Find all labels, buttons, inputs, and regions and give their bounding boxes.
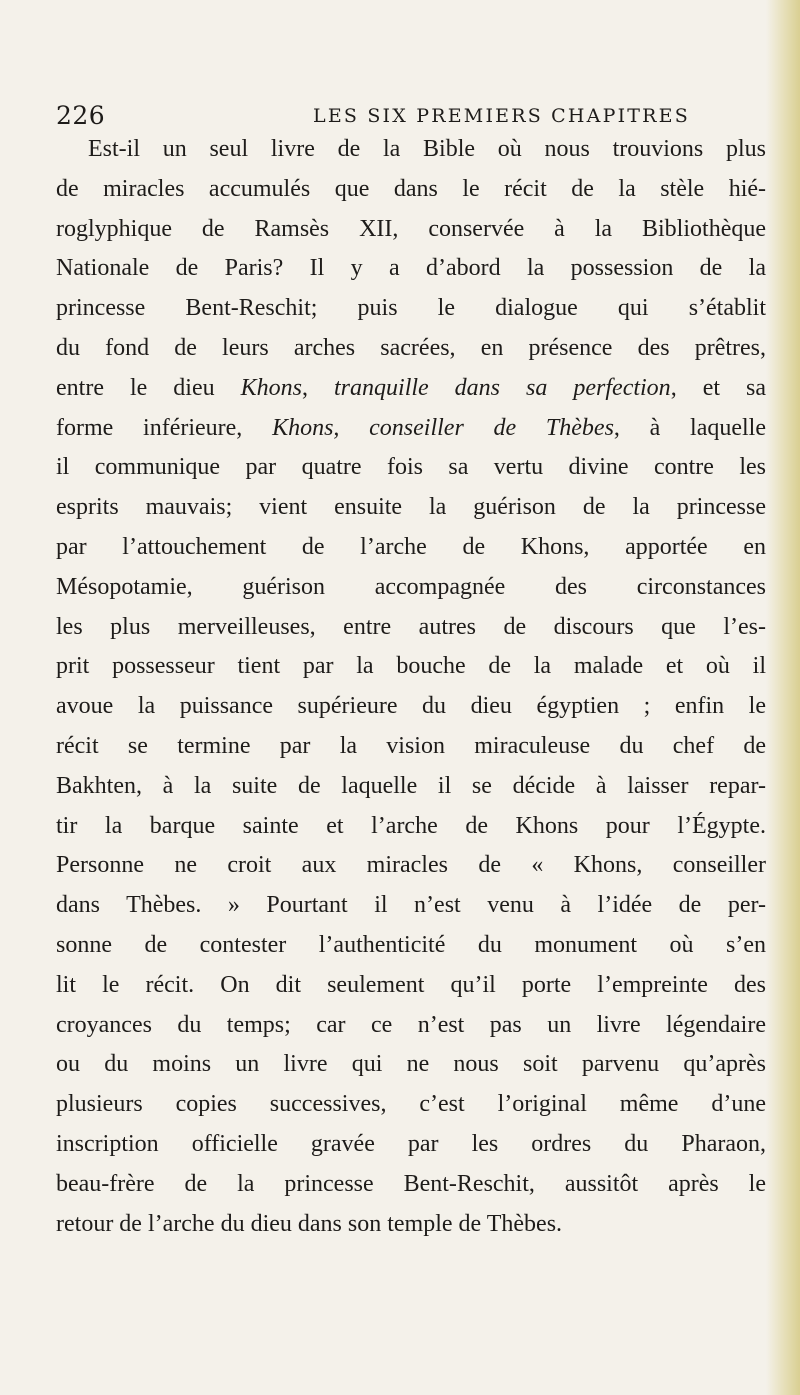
text-run: entre le dieu <box>56 374 241 401</box>
page-edge-shading <box>766 0 800 1395</box>
text-line: sonne de contester l’authenticité du monument où s’en <box>56 931 766 958</box>
running-head: LES SIX PREMIERS CHAPITRES <box>313 105 690 127</box>
text-line: de miracles accumulés que dans le récit de la stèle hié- <box>56 175 766 202</box>
text-line: avoue la puissance supérieure du dieu égyptien ; enfin le <box>56 693 766 720</box>
text-line: croyances du temps; car ce n’est pas un livre légendaire <box>56 1011 766 1038</box>
page-header <box>56 98 756 134</box>
text-line: Est-il un seul livre de la Bible où nous trouvions plus <box>88 136 766 162</box>
page-number: 226 <box>56 101 106 130</box>
text-line: par l’attouchement de l’arche de Khons, apportée en <box>56 533 766 560</box>
text-line: prit possesseur tient par la bouche de la malade et où il <box>56 653 766 680</box>
italic-text: Khons <box>240 374 302 401</box>
text-line: retour de l’arche du dieu dans son temple de Thèbes. <box>56 1210 563 1237</box>
text-line <box>56 369 766 409</box>
text-line: beau-frère de la princesse Bent-Reschit, aussitôt après le <box>56 1170 766 1197</box>
text-line: princesse Bent-Reschit; puis le dialogue qui s’établit <box>56 295 766 322</box>
text-line: plusieurs copies successives, c’est l’original même d’une <box>56 1091 766 1118</box>
text-line: il communique par quatre fois sa vertu divine contre les <box>56 454 766 481</box>
text-run: , à laquelle <box>613 414 766 441</box>
text-run: forme inférieure, <box>56 414 273 441</box>
text-line: Mésopotamie, guérison accompagnée des circonstances <box>56 573 766 600</box>
text-line: Personne ne croit aux miracles de « Khons, conseiller <box>56 852 766 879</box>
italic-text: tranquille dans sa perfection <box>334 374 671 401</box>
text-line: récit se termine par la vision miraculeuse du chef de <box>56 732 766 759</box>
text-line: du fond de leurs arches sacrées, en présence des prêtres, <box>56 334 766 361</box>
text-line: ou du moins un livre qui ne nous soit parvenu qu’après <box>56 1051 766 1078</box>
body-text <box>56 130 766 1244</box>
text-line: Nationale de Paris? Il y a d’abord la possession de la <box>56 255 766 282</box>
text-line: dans Thèbes. » Pourtant il n’est venu à l’idée de per- <box>56 892 766 919</box>
text-line: inscription officielle gravée par les ordres du Pharaon, <box>56 1130 766 1157</box>
text-line: Bakhten, à la suite de laquelle il se décide à laisser repar- <box>56 772 766 799</box>
text-run: , et sa <box>670 374 767 401</box>
text-line: les plus merveilleuses, entre autres de discours que l’es- <box>56 613 766 640</box>
italic-text: Khons, conseiller de Thèbes <box>272 414 614 441</box>
text-line: tir la barque sainte et l’arche de Khons pour l’Égypte. <box>56 812 766 839</box>
text-line: lit le récit. On dit seulement qu’il porte l’empreinte des <box>56 971 766 998</box>
text-line: roglyphique de Ramsès XII, conservée à la Bibliothèque <box>56 215 766 242</box>
text-run: , <box>302 374 335 401</box>
text-line <box>56 409 766 449</box>
text-line: esprits mauvais; vient ensuite la guérison de la princesse <box>56 494 766 521</box>
